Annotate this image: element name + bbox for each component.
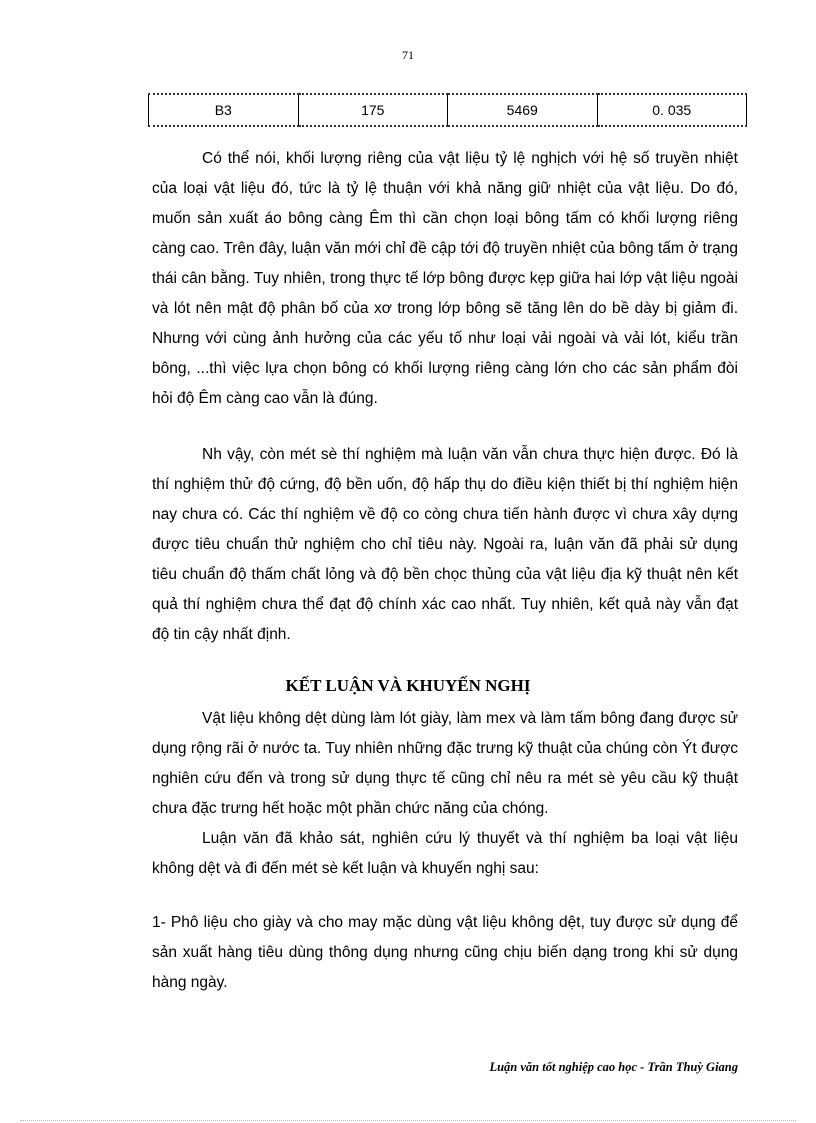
- table-cell: 0. 035: [597, 94, 747, 126]
- page-number: 71: [402, 48, 414, 62]
- paragraph-untested-experiments: Nh vậy, còn mét sè thí nghiệm mà luận văn vẫn chưa thực hiện được. Đó là thí nghiệm thử độ cứng, độ bền uốn, độ hấp thụ do điều kiện thiết bị thí nghiệm hiện nay chưa có. Các thí nghiệm về độ co còng chưa tiến hành được vì chưa xây dựng được tiêu chuẩn thử nghiệm cho chỉ tiêu này. Ngoài ra, luận văn đã phải sử dụng tiêu chuẩn độ thấm chất lỏng và độ bền chọc thủng của vật liệu địa kỹ thuật nên kết quả thí nghiệm chưa thể đạt độ chính xác cao nhất. Tuy nhiên, kết quả này vẫn đạt độ tin cậy nhất định.: [152, 446, 738, 643]
- footer-thesis-author: Luận văn tốt nghiệp cao học - Trần Thuỳ Giang: [489, 1060, 738, 1074]
- table-cell: 175: [298, 94, 448, 126]
- section-heading: KẾT LUẬN VÀ KHUYẾN NGHỊ: [285, 676, 531, 695]
- data-table: [148, 93, 747, 127]
- table-cell: B3: [149, 94, 299, 126]
- bottom-divider: [20, 1120, 796, 1121]
- paragraph-item-1: 1- Phô liệu cho giày và cho may mặc dùng vật liệu không dệt, tuy được sử dụng để sản xuất hàng tiêu dùng thông dụng nhưng cũng chịu biến dạng trong khi sử dụng hàng ngày.: [152, 914, 738, 991]
- table-cell: 5469: [448, 94, 598, 126]
- paragraph-density-conclusion: Có thể nói, khối lượng riêng của vật liệu tỷ lệ nghịch với hệ số truyền nhiệt của loại vật liệu đó, tức là tỷ lệ thuận với khả năng giữ nhiệt của vật liệu. Do đó, muốn sản xuất áo bông càng Êm thì cần chọn loại bông tấm có khối lượng riêng càng cao. Trên đây, luận văn mới chỉ đề cập tới độ truyền nhiệt của bông tấm ở trạng thái cân bằng. Tuy nhiên, trong thực tế lớp bông được kẹp giữa hai lớp vật liệu ngoài và lót nên mật độ phân bố của xơ trong lớp bông sẽ tăng lên do bề dày bị giảm đi. Nhưng với cùng ảnh hưởng của các yếu tố như loại vải ngoài và vải lót, kiểu trần bông, ...thì việc lựa chọn bông có khối lượng riêng càng lớn cho các sản phẩm đòi hỏi độ Êm càng cao vẫn là đúng.: [152, 150, 738, 407]
- paragraph-thesis-summary: Luận văn đã khảo sát, nghiên cứu lý thuyết và thí nghiệm ba loại vật liệu không dệt và đi đến mét sè kết luận và khuyến nghị sau:: [152, 830, 738, 877]
- paragraph-nonwoven-usage: Vật liệu không dệt dùng làm lót giày, làm mex và làm tấm bông đang được sử dụng rộng rãi ở nước ta. Tuy nhiên những đặc trưng kỹ thuật của chúng còn Ýt được nghiên cứu đến và trong sử dụng thực tế cũng chỉ nêu ra mét sè yêu cầu kỹ thuật chưa đặc trưng hết hoặc một phần chức năng của chóng.: [152, 710, 738, 817]
- table-row: [149, 94, 747, 126]
